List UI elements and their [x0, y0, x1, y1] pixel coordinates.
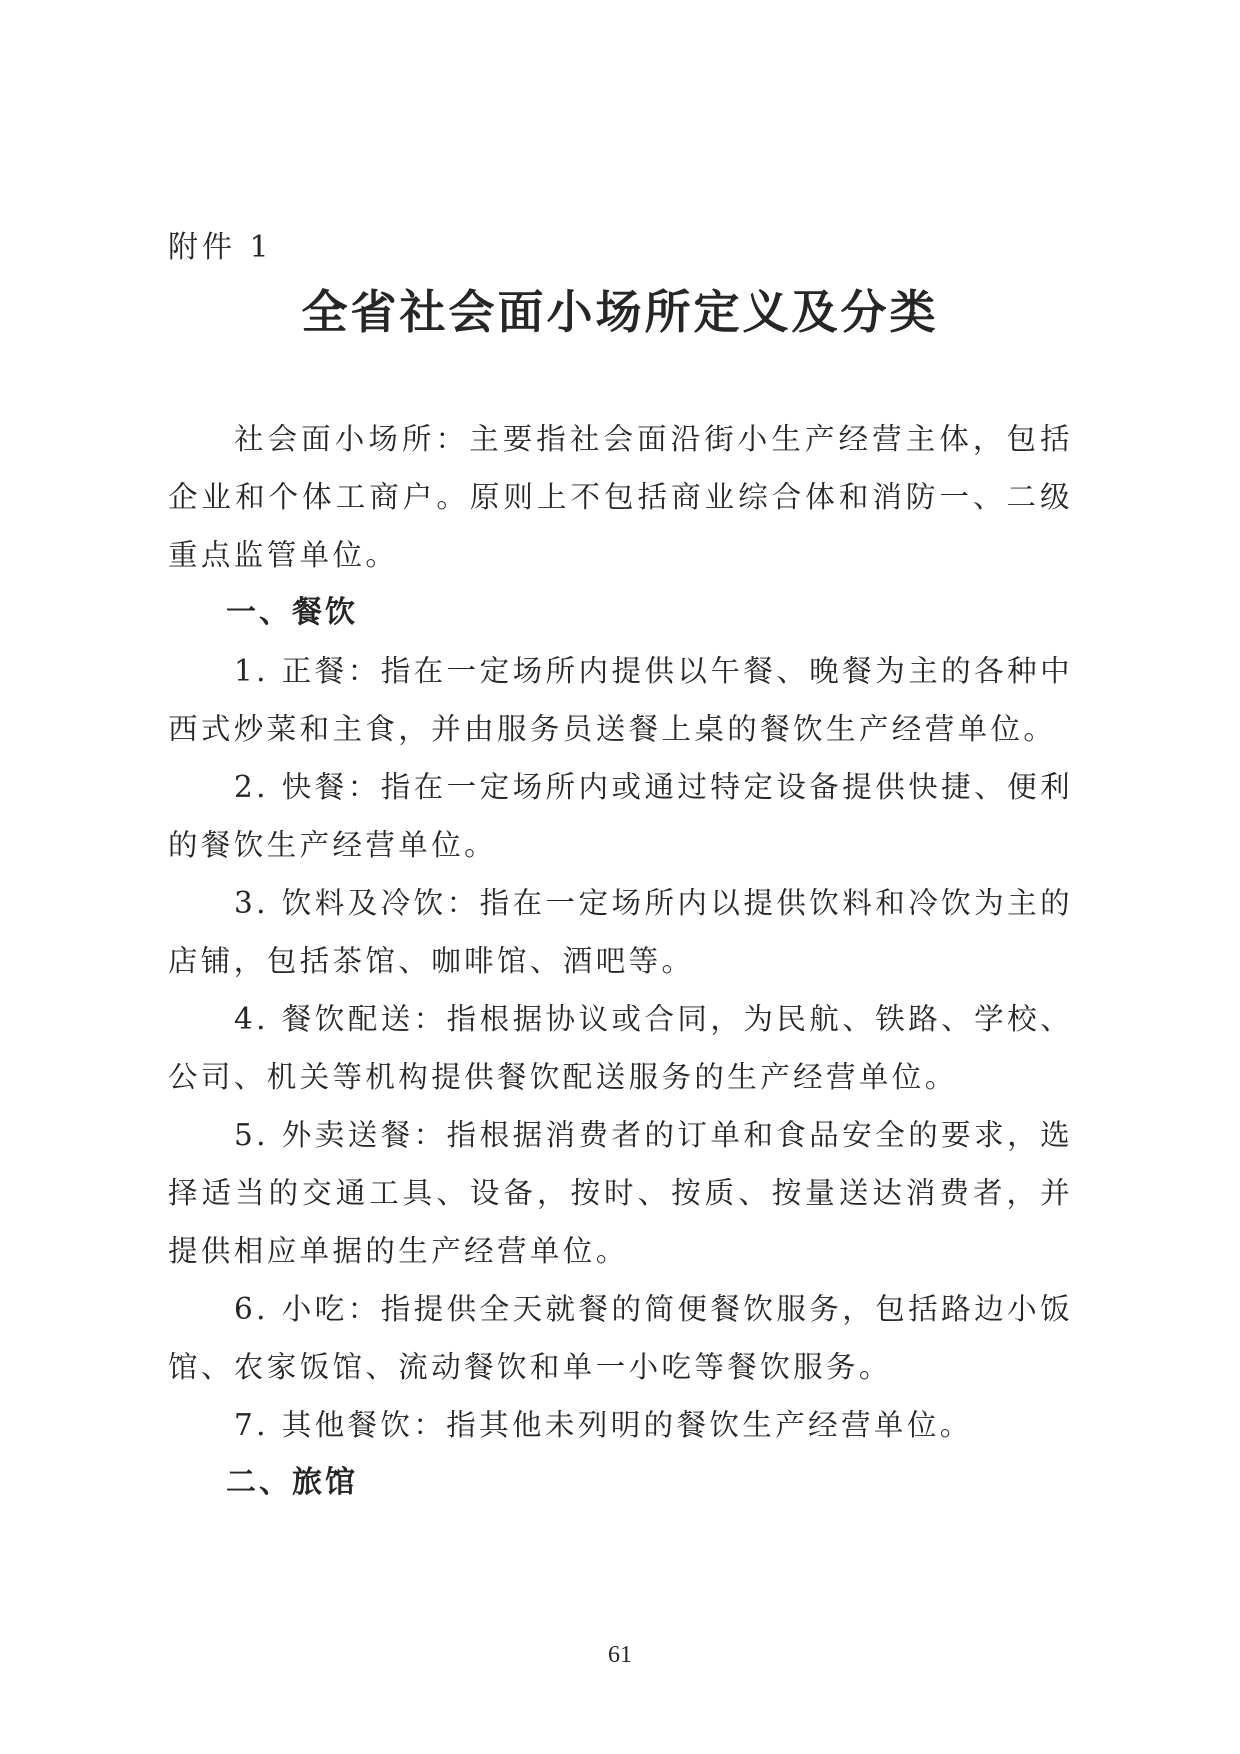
catering-item: 5. 外卖送餐：指根据消费者的订单和食品安全的要求，选择适当的交通工具、设备，按时、按质、按量送达消费者，并提供相应单据的生产经营单位。 — [168, 1118, 1073, 1268]
document-title: 全省社会面小场所定义及分类 — [301, 285, 939, 339]
section-heading-hotels: 二、旅馆 — [226, 1465, 358, 1500]
catering-item: 7. 其他餐饮：指其他未列明的餐饮生产经营单位。 — [234, 1408, 973, 1442]
document-body — [168, 410, 1073, 1512]
catering-item: 6. 小吃：指提供全天就餐的简便餐饮服务，包括路边小饭馆、农家饭馆、流动餐饮和单一小吃等餐饮服务。 — [168, 1292, 1073, 1384]
attachment-label: 附件 1 — [168, 230, 273, 265]
catering-item: 3. 饮料及冷饮：指在一定场所内以提供饮料和冷饮为主的店铺，包括茶馆、咖啡馆、酒吧等。 — [168, 886, 1073, 978]
page-number: 61 — [608, 1642, 632, 1668]
section-heading-catering: 一、餐饮 — [226, 595, 358, 630]
catering-item: 4. 餐饮配送：指根据协议或合同，为民航、铁路、学校、公司、机关等机构提供餐饮配送服务的生产经营单位。 — [168, 1002, 1073, 1094]
intro-paragraph: 社会面小场所：主要指社会面沿街小生产经营主体，包括企业和个体工商户。原则上不包括商业综合体和消防一、二级重点监管单位。 — [168, 422, 1073, 572]
catering-item: 1. 正餐：指在一定场所内提供以午餐、晚餐为主的各种中西式炒菜和主食，并由服务员送餐上桌的餐饮生产经营单位。 — [168, 654, 1073, 746]
catering-item: 2. 快餐：指在一定场所内或通过特定设备提供快捷、便利的餐饮生产经营单位。 — [168, 770, 1073, 862]
